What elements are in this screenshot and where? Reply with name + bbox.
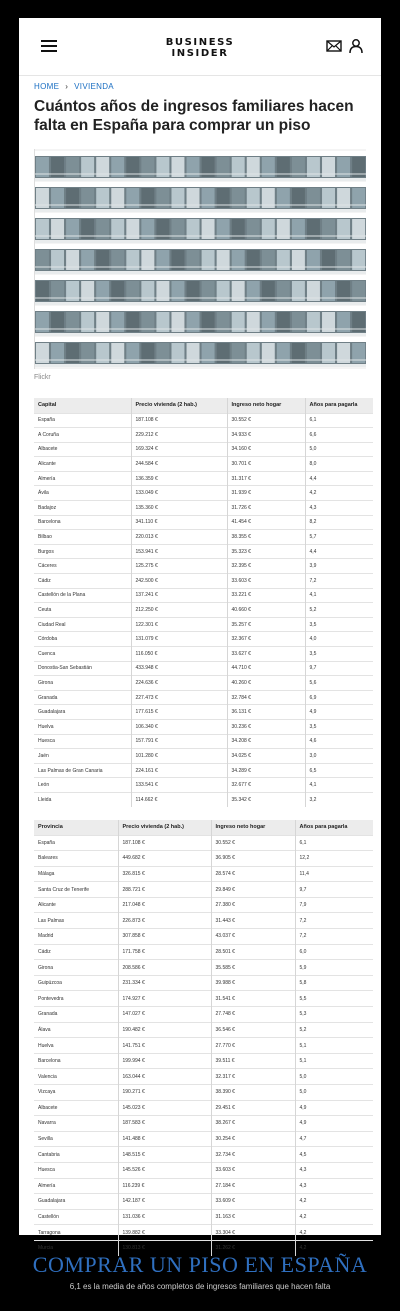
table-cell: 32.734 € [211,1147,295,1163]
table-cell: 43.037 € [211,929,295,945]
table-row [34,1100,373,1116]
table-row [34,866,373,882]
table-row [34,749,373,764]
table-cell: 35.257 € [227,617,305,632]
table-cell: 8,2 [305,515,373,530]
table-cell: 6,6 [305,428,373,443]
table-row [34,1116,373,1132]
table-cell: 31.163 € [211,1209,295,1225]
table-cell: Granada [34,690,131,705]
table-cell: 7,2 [295,929,373,945]
table-cell: Girona [34,676,131,691]
mail-icon[interactable] [326,39,342,53]
table-cell: 116.239 € [118,1178,211,1194]
table-row [34,778,373,793]
table-cell: 6,5 [305,763,373,778]
table-cell: 142.187 € [118,1194,211,1210]
table-row [34,632,373,647]
table-row [34,1038,373,1054]
table-cell: 30.236 € [227,719,305,734]
table-row [34,1007,373,1023]
table-cell: Granada [34,1007,118,1023]
table-cell: 224.161 € [131,763,227,778]
table-cell: 40.260 € [227,676,305,691]
table-cell: 9,7 [305,661,373,676]
building-photo [34,149,366,369]
table-cell: 31.541 € [211,991,295,1007]
table-cell: 187.583 € [118,1116,211,1132]
table-row [34,1131,373,1147]
table-cell: Almería [34,1178,118,1194]
table-cell: 30.701 € [227,457,305,472]
table-row [34,944,373,960]
table-row [34,515,373,530]
table-cell: 34.160 € [227,442,305,457]
table-row [34,574,373,589]
table-cell: 4,9 [305,705,373,720]
table-cell: 36.546 € [211,1022,295,1038]
table-cell: 38.267 € [211,1116,295,1132]
table-cell: Las Palmas [34,913,118,929]
table-cell: Almería [34,471,131,486]
table-cell: 3,0 [305,749,373,764]
provincia-table [34,820,373,1256]
table-cell: 34.208 € [227,734,305,749]
table-cell: 171.758 € [118,944,211,960]
table-cell: 106.340 € [131,719,227,734]
table-cell: 231.334 € [118,975,211,991]
table-cell: Jaén [34,749,131,764]
table-cell: 4,1 [305,588,373,603]
table-cell: 31.262 € [211,1240,295,1256]
table-cell: 227.473 € [131,690,227,705]
table-cell: 174.927 € [118,991,211,1007]
table-cell: 114.662 € [131,792,227,807]
table-cell: 41.454 € [227,515,305,530]
table-cell: Cádiz [34,944,118,960]
table-cell: Cádiz [34,574,131,589]
table-cell: 141.488 € [118,1131,211,1147]
table-cell: 220.013 € [131,530,227,545]
table-row [34,882,373,898]
table-cell: Córdoba [34,632,131,647]
article-frame [19,18,381,1252]
table-cell: 136.359 € [131,471,227,486]
table-cell: 3,5 [305,647,373,662]
table-cell: 4,4 [305,544,373,559]
table-cell: 4,1 [305,778,373,793]
table-cell: 12,2 [295,851,373,867]
table-row [34,1053,373,1069]
table-cell: 5,1 [295,1053,373,1069]
table-cell: 122.301 € [131,617,227,632]
table-row [34,835,373,851]
table-row [34,763,373,778]
table-cell: 29.451 € [211,1100,295,1116]
column-header: Provincia [34,820,118,835]
user-icon[interactable] [348,39,364,53]
meme-title: COMPRAR UN PISO EN ESPAÑA [32,1252,368,1277]
table-cell: España [34,835,118,851]
table-row [34,442,373,457]
table-cell: 4,2 [295,1240,373,1256]
table-cell: Donostia-San Sebastián [34,661,131,676]
table-cell: 6,1 [305,413,373,428]
table-cell: 30.552 € [227,413,305,428]
table-cell: 177.615 € [131,705,227,720]
table-cell: 4,3 [305,501,373,516]
table-cell: 187.108 € [131,413,227,428]
breadcrumb [34,82,114,91]
table-cell: 32.367 € [227,632,305,647]
logo-line-2: INSIDER [171,48,229,59]
photo-caption: Flickr [34,374,51,381]
table-row [34,705,373,720]
table-cell: 4,3 [295,1178,373,1194]
column-header: Precio vivienda (2 hab.) [131,398,227,413]
table-cell: 307.858 € [118,929,211,945]
table-cell: 11,4 [295,866,373,882]
table-cell: 33.304 € [211,1225,295,1241]
table-cell: 5,2 [295,1022,373,1038]
table-cell: 27.748 € [211,1007,295,1023]
table-cell: Ávila [34,486,131,501]
table-header-row [34,398,373,413]
table-cell: 131.036 € [118,1209,211,1225]
table-cell: Madrid [34,929,118,945]
logo-line-1: BUSINESS [165,37,235,48]
table-cell: 32.395 € [227,559,305,574]
table-cell: Guipúzcoa [34,975,118,991]
table-cell: 5,7 [305,530,373,545]
table-cell: 33.603 € [211,1162,295,1178]
table-cell: Cuenca [34,647,131,662]
table-cell: 4,4 [305,471,373,486]
table-cell: Ciudad Real [34,617,131,632]
table-cell: 229.212 € [131,428,227,443]
table-cell: 27.184 € [211,1178,295,1194]
table-row [34,457,373,472]
table-cell: Las Palmas de Gran Canaria [34,763,131,778]
table-cell: 137.241 € [131,588,227,603]
table-cell: 187.108 € [118,835,211,851]
table-cell: Bilbao [34,530,131,545]
table-cell: 133.049 € [131,486,227,501]
table-cell: 7,2 [295,913,373,929]
table-cell: 31.443 € [211,913,295,929]
table-cell: 101.280 € [131,749,227,764]
table-header-row [34,820,373,835]
table-cell: Cáceres [34,559,131,574]
table-row [34,1085,373,1101]
table-cell: 4,9 [295,1100,373,1116]
table-cell: 4,9 [295,1116,373,1132]
table-cell: 5,6 [305,676,373,691]
table-cell: 341.110 € [131,515,227,530]
table-cell: 139.882 € [118,1225,211,1241]
article-title: Cuántos años de ingresos familiares hacen falta en España para comprar un piso [34,98,354,134]
table-cell: A Coruña [34,428,131,443]
table-cell: Huesca [34,1162,118,1178]
table-cell: 433.948 € [131,661,227,676]
table-cell: 190.482 € [118,1022,211,1038]
table-row [34,792,373,807]
table-row [34,1162,373,1178]
table-row [34,991,373,1007]
table-row [34,501,373,516]
table-cell: 130.813 € [118,1240,211,1256]
table-cell: Navarra [34,1116,118,1132]
table-row [34,617,373,632]
table-row [34,851,373,867]
table-cell: 135.360 € [131,501,227,516]
table-cell: 125.275 € [131,559,227,574]
table-cell: 217.048 € [118,897,211,913]
table-cell: 3,2 [305,792,373,807]
table-row [34,719,373,734]
table-row [34,1069,373,1085]
table-cell: 30.552 € [211,835,295,851]
table-row [34,897,373,913]
table-cell: Baleares [34,851,118,867]
table-cell: 4,2 [295,1209,373,1225]
table-cell: España [34,413,131,428]
table-cell: 7,9 [295,897,373,913]
table-cell: 33.609 € [211,1194,295,1210]
table-cell: 5,8 [295,975,373,991]
table-cell: 242.500 € [131,574,227,589]
table-cell: 34.025 € [227,749,305,764]
table-cell: 4,2 [295,1225,373,1241]
table-cell: Burgos [34,544,131,559]
table-cell: 208.586 € [118,960,211,976]
table-row [34,975,373,991]
table-row [34,1147,373,1163]
column-header: Ingreso neto hogar [227,398,305,413]
table-cell: 3,5 [305,617,373,632]
table-cell: 116.050 € [131,647,227,662]
table-cell: Huesca [34,734,131,749]
table-row [34,428,373,443]
table-cell: 4,2 [295,1194,373,1210]
table-row [34,913,373,929]
table-cell: 27.380 € [211,897,295,913]
table-cell: Ceuta [34,603,131,618]
table-cell: 27.770 € [211,1038,295,1054]
table-cell: 4,5 [295,1147,373,1163]
table-cell: 169.324 € [131,442,227,457]
table-cell: 145.526 € [118,1162,211,1178]
table-cell: Tarragona [34,1225,118,1241]
table-cell: 148.515 € [118,1147,211,1163]
table-cell: 153.941 € [131,544,227,559]
table-cell: Sevilla [34,1131,118,1147]
table-cell: 5,2 [305,603,373,618]
table-cell: 34.289 € [227,763,305,778]
table-cell: 133.541 € [131,778,227,793]
table-cell: Albacete [34,1100,118,1116]
table-cell: 131.079 € [131,632,227,647]
column-header: Ingreso neto hogar [211,820,295,835]
table-cell: 28.501 € [211,944,295,960]
table-cell: Lleida [34,792,131,807]
chevron-right-icon: › [65,82,69,91]
table-cell: 33.221 € [227,588,305,603]
table-cell: 190.271 € [118,1085,211,1101]
table-row [34,603,373,618]
table-row [34,690,373,705]
table-cell: 226.873 € [118,913,211,929]
table-cell: 32.784 € [227,690,305,705]
table-cell: 39.988 € [211,975,295,991]
table-row [34,1178,373,1194]
table-cell: Castellón [34,1209,118,1225]
table-row [34,486,373,501]
table-cell: Alicante [34,457,131,472]
table-cell: 4,7 [295,1131,373,1147]
table-cell: 6,1 [295,835,373,851]
table-cell: 5,0 [305,442,373,457]
table-cell: 145.023 € [118,1100,211,1116]
table-cell: 31.726 € [227,501,305,516]
table-cell: 224.636 € [131,676,227,691]
table-row [34,1022,373,1038]
table-cell: 7,2 [305,574,373,589]
table-cell: Guadalajara [34,1194,118,1210]
table-cell: 8,0 [305,457,373,472]
table-cell: 28.574 € [211,866,295,882]
table-cell: Barcelona [34,515,131,530]
table-cell: Girona [34,960,118,976]
column-header: Capital [34,398,131,413]
table-cell: 34.933 € [227,428,305,443]
table-cell: Albacete [34,442,131,457]
table-cell: 32.317 € [211,1069,295,1085]
table-cell: 33.603 € [227,574,305,589]
table-cell: Vizcaya [34,1085,118,1101]
table-cell: Alicante [34,897,118,913]
table-cell: 6,0 [295,944,373,960]
table-cell: 5,5 [295,991,373,1007]
table-row [34,559,373,574]
table-cell: 141.751 € [118,1038,211,1054]
table-row [34,1194,373,1210]
table-row [34,661,373,676]
table-cell: 4,0 [305,632,373,647]
table-cell: 35.342 € [227,792,305,807]
table-row [34,530,373,545]
table-cell: 39.511 € [211,1053,295,1069]
table-cell: Badajoz [34,501,131,516]
table-cell: 30.254 € [211,1131,295,1147]
table-cell: Guadalajara [34,705,131,720]
table-row [34,676,373,691]
table-cell: 38.390 € [211,1085,295,1101]
table-row [34,734,373,749]
table-cell: 244.584 € [131,457,227,472]
table-cell: 44.710 € [227,661,305,676]
table-cell: 199.994 € [118,1053,211,1069]
table-row [34,1225,373,1241]
table-cell: 157.791 € [131,734,227,749]
table-cell: Málaga [34,866,118,882]
table-row [34,413,373,428]
table-cell: 3,5 [305,719,373,734]
table-cell: 6,9 [305,690,373,705]
table-cell: 36.905 € [211,851,295,867]
table-cell: Barcelona [34,1053,118,1069]
table-cell: 31.939 € [227,486,305,501]
table-row [34,647,373,662]
table-row [34,544,373,559]
table-cell: 35.323 € [227,544,305,559]
column-header: Años para pagarla [295,820,373,835]
table-cell: 35.585 € [211,960,295,976]
table-cell: 3,9 [305,559,373,574]
table-cell: 212.250 € [131,603,227,618]
table-row [34,1209,373,1225]
table-cell: 31.317 € [227,471,305,486]
table-cell: 29.849 € [211,882,295,898]
table-cell: 5,1 [295,1038,373,1054]
site-header [19,18,381,76]
table-cell: 147.027 € [118,1007,211,1023]
table-cell: Castellón de la Plana [34,588,131,603]
table-cell: 288.721 € [118,882,211,898]
table-cell: 5,9 [295,960,373,976]
table-cell: 9,7 [295,882,373,898]
table-cell: 36.131 € [227,705,305,720]
table-row [34,929,373,945]
table-cell: 4,3 [295,1162,373,1178]
table-cell: 40.660 € [227,603,305,618]
table-cell: 4,2 [305,486,373,501]
table-row [34,471,373,486]
table-cell: Santa Cruz de Tenerife [34,882,118,898]
table-cell: Álava [34,1022,118,1038]
table-cell: Cantabria [34,1147,118,1163]
table-cell: Pontevedra [34,991,118,1007]
table-cell: Valencia [34,1069,118,1085]
table-cell: 4,6 [305,734,373,749]
table-cell: 5,3 [295,1007,373,1023]
table-cell: 449.682 € [118,851,211,867]
table-cell: 32.677 € [227,778,305,793]
table-cell: 33.627 € [227,647,305,662]
table-cell: 38.355 € [227,530,305,545]
table-cell: 5,0 [295,1085,373,1101]
table-cell: Murcia [34,1240,118,1256]
column-header: Precio vivienda (2 hab.) [118,820,211,835]
table-row [34,960,373,976]
capital-table [34,398,373,807]
table-cell: Huelva [34,719,131,734]
meme-subtitle: 6,1 es la media de años completos de ingresos familiares que hacen falta [69,1282,331,1291]
column-header: Años para pagarla [305,398,373,413]
table-cell: León [34,778,131,793]
table-cell: Huelva [34,1038,118,1054]
breadcrumb-section[interactable]: VIVIENDA [74,82,114,91]
table-cell: 5,0 [295,1069,373,1085]
breadcrumb-home[interactable]: HOME [34,82,60,91]
table-cell: 163.044 € [118,1069,211,1085]
table-row [34,588,373,603]
table-cell: 326.815 € [118,866,211,882]
